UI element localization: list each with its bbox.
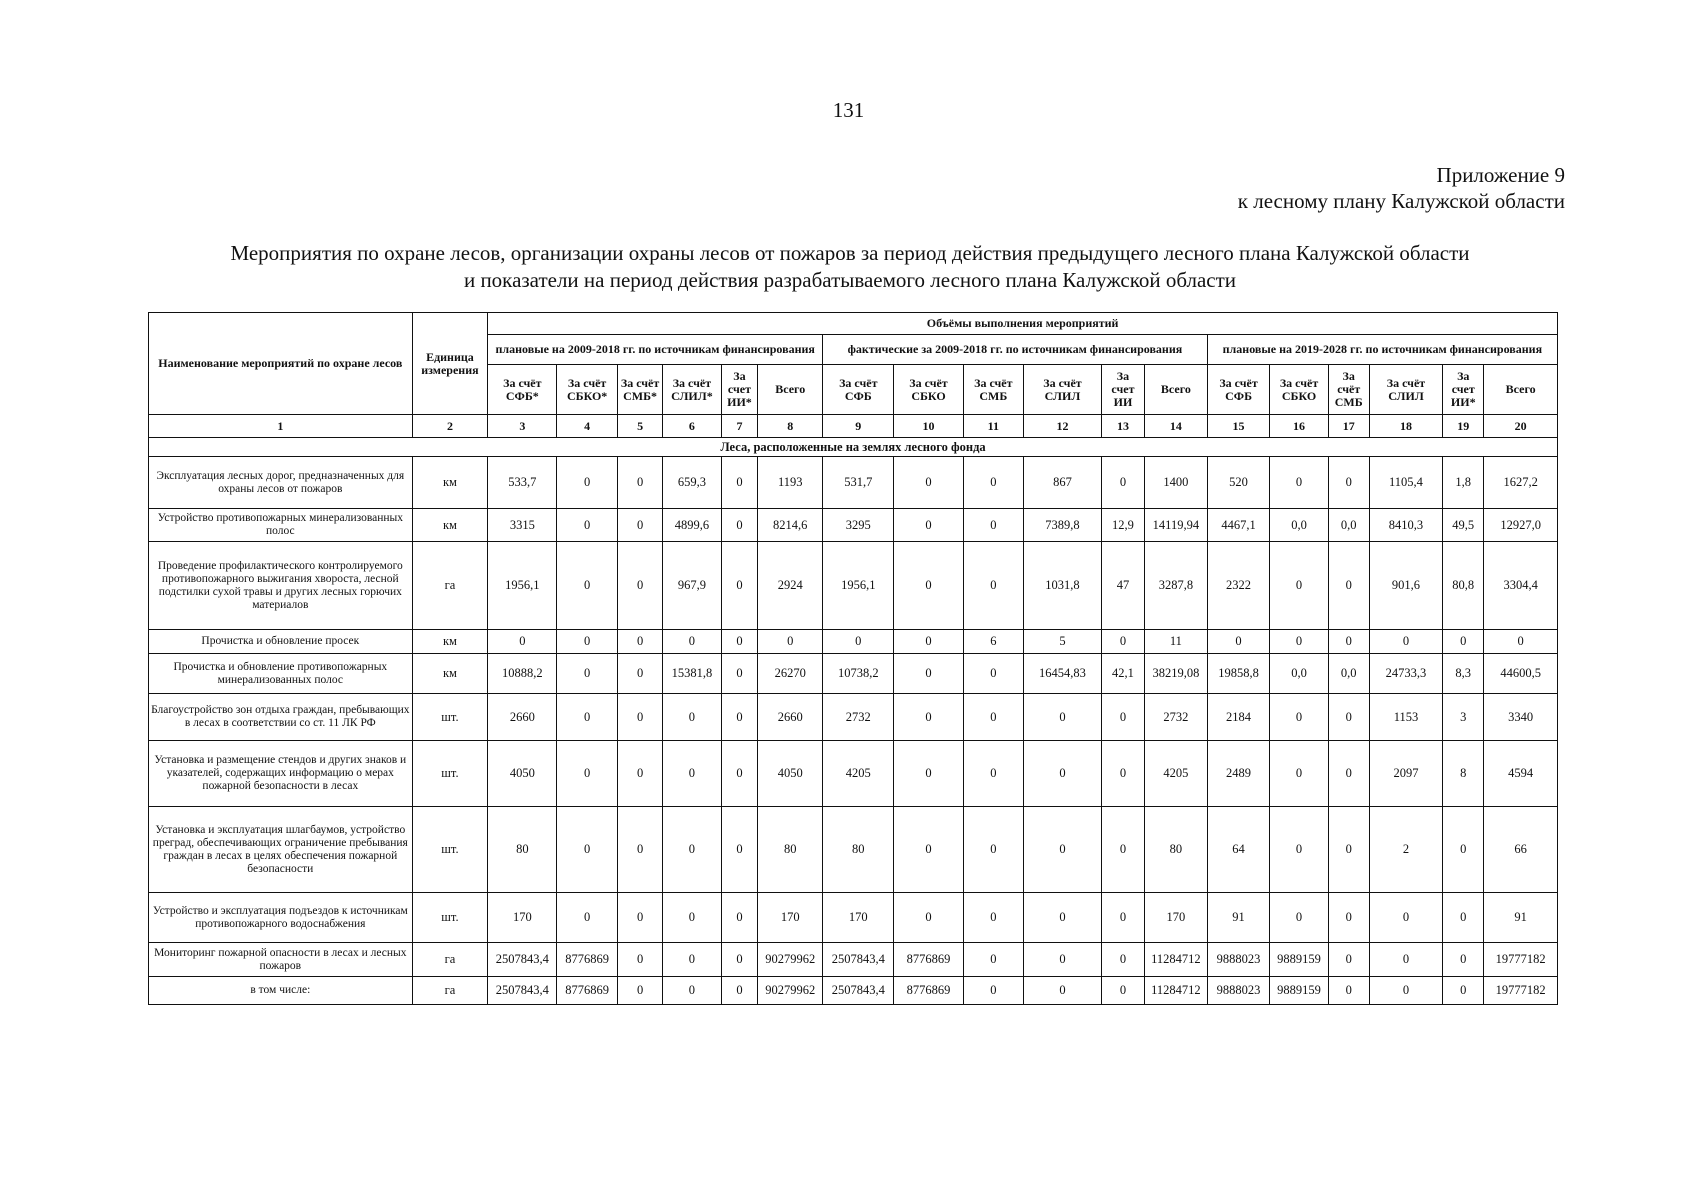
measure-unit: шт. bbox=[412, 741, 488, 807]
value-cell: 520 bbox=[1207, 457, 1270, 509]
value-cell: 1,8 bbox=[1443, 457, 1484, 509]
value-cell: 0 bbox=[1101, 630, 1144, 654]
value-cell: 2184 bbox=[1207, 694, 1270, 741]
value-cell: 8776869 bbox=[894, 943, 963, 977]
column-number: 7 bbox=[721, 415, 758, 438]
measure-name: Установка и размещение стендов и других знаков и указателей, содержащих информацию о мерах пожарной безопасности в лесах bbox=[149, 741, 413, 807]
value-cell: 4050 bbox=[488, 741, 557, 807]
value-cell: 0 bbox=[963, 542, 1024, 630]
section-title: Леса, расположенные на землях лесного фонда bbox=[149, 438, 1558, 457]
header-column-numbers bbox=[149, 415, 1558, 438]
measure-unit: га bbox=[412, 977, 488, 1005]
value-cell: 0 bbox=[1270, 457, 1328, 509]
measure-name: Эксплуатация лесных дорог, предназначенных для охраны лесов от пожаров bbox=[149, 457, 413, 509]
value-cell: 2924 bbox=[758, 542, 823, 630]
column-number: 19 bbox=[1443, 415, 1484, 438]
value-cell: 0 bbox=[721, 807, 758, 893]
value-cell: 0 bbox=[721, 977, 758, 1005]
table-row bbox=[149, 542, 1558, 630]
value-cell: 3287,8 bbox=[1145, 542, 1208, 630]
value-cell: 0 bbox=[1369, 943, 1442, 977]
value-cell: 0 bbox=[1443, 630, 1484, 654]
value-cell: 90279962 bbox=[758, 977, 823, 1005]
value-cell: 2732 bbox=[823, 694, 894, 741]
value-cell: 3340 bbox=[1484, 694, 1558, 741]
header-name-column: Наименование мероприятий по охране лесов bbox=[149, 313, 413, 415]
value-cell: 80 bbox=[488, 807, 557, 893]
column-number: 15 bbox=[1207, 415, 1270, 438]
value-cell: 0 bbox=[1328, 807, 1369, 893]
value-cell: 10888,2 bbox=[488, 654, 557, 694]
value-cell: 0 bbox=[617, 807, 662, 893]
value-cell: 0 bbox=[557, 509, 618, 542]
value-cell: 0 bbox=[1369, 977, 1442, 1005]
value-cell: 0 bbox=[758, 630, 823, 654]
header-volumes: Объёмы выполнения мероприятий bbox=[488, 313, 1558, 335]
value-cell: 0 bbox=[894, 457, 963, 509]
column-number: 14 bbox=[1145, 415, 1208, 438]
value-cell: 12,9 bbox=[1101, 509, 1144, 542]
header-group-actual-2009: фактические за 2009-2018 гг. по источникам финансирования bbox=[823, 335, 1208, 365]
value-cell: 0 bbox=[963, 943, 1024, 977]
value-cell: 0 bbox=[1024, 943, 1102, 977]
value-cell: 0 bbox=[663, 977, 721, 1005]
value-cell: 2507843,4 bbox=[823, 977, 894, 1005]
value-cell: 8776869 bbox=[557, 977, 618, 1005]
header-source-cell: Всего bbox=[1484, 365, 1558, 415]
value-cell: 3 bbox=[1443, 694, 1484, 741]
table-row bbox=[149, 509, 1558, 542]
value-cell: 0 bbox=[963, 509, 1024, 542]
value-cell: 0 bbox=[663, 694, 721, 741]
value-cell: 80,8 bbox=[1443, 542, 1484, 630]
value-cell: 10738,2 bbox=[823, 654, 894, 694]
value-cell: 0,0 bbox=[1270, 509, 1328, 542]
column-number: 6 bbox=[663, 415, 721, 438]
value-cell: 24733,3 bbox=[1369, 654, 1442, 694]
value-cell: 2732 bbox=[1145, 694, 1208, 741]
value-cell: 80 bbox=[1145, 807, 1208, 893]
measure-unit: км bbox=[412, 654, 488, 694]
column-number: 11 bbox=[963, 415, 1024, 438]
value-cell: 0 bbox=[1101, 694, 1144, 741]
value-cell: 4205 bbox=[823, 741, 894, 807]
header-unit-column: Единица измерения bbox=[412, 313, 488, 415]
value-cell: 0 bbox=[557, 694, 618, 741]
column-number: 13 bbox=[1101, 415, 1144, 438]
table-body bbox=[149, 438, 1558, 1005]
value-cell: 66 bbox=[1484, 807, 1558, 893]
value-cell: 0 bbox=[1101, 807, 1144, 893]
value-cell: 0 bbox=[1443, 977, 1484, 1005]
value-cell: 0 bbox=[1443, 943, 1484, 977]
value-cell: 0 bbox=[1484, 630, 1558, 654]
header-source-cell: За счёт СМБ* bbox=[617, 365, 662, 415]
column-number: 16 bbox=[1270, 415, 1328, 438]
value-cell: 2489 bbox=[1207, 741, 1270, 807]
value-cell: 0 bbox=[721, 654, 758, 694]
value-cell: 0 bbox=[1270, 893, 1328, 943]
value-cell: 531,7 bbox=[823, 457, 894, 509]
value-cell: 0 bbox=[963, 457, 1024, 509]
value-cell: 170 bbox=[758, 893, 823, 943]
column-number: 1 bbox=[149, 415, 413, 438]
value-cell: 0 bbox=[663, 807, 721, 893]
value-cell: 0 bbox=[1207, 630, 1270, 654]
value-cell: 0 bbox=[617, 943, 662, 977]
value-cell: 26270 bbox=[758, 654, 823, 694]
value-cell: 0 bbox=[617, 741, 662, 807]
value-cell: 8,3 bbox=[1443, 654, 1484, 694]
measure-unit: км bbox=[412, 630, 488, 654]
header-source-cell: За счёт СБКО bbox=[1270, 365, 1328, 415]
value-cell: 901,6 bbox=[1369, 542, 1442, 630]
header-source-cell: За счёт СФБ bbox=[823, 365, 894, 415]
value-cell: 1031,8 bbox=[1024, 542, 1102, 630]
column-number: 2 bbox=[412, 415, 488, 438]
value-cell: 0 bbox=[963, 893, 1024, 943]
value-cell: 967,9 bbox=[663, 542, 721, 630]
column-number: 18 bbox=[1369, 415, 1442, 438]
value-cell: 533,7 bbox=[488, 457, 557, 509]
value-cell: 0 bbox=[1328, 741, 1369, 807]
measure-unit: км bbox=[412, 509, 488, 542]
column-number: 12 bbox=[1024, 415, 1102, 438]
value-cell: 4205 bbox=[1145, 741, 1208, 807]
measure-name: Благоустройство зон отдыха граждан, пребывающих в лесах в соответствии со ст. 11 ЛК РФ bbox=[149, 694, 413, 741]
value-cell: 12927,0 bbox=[1484, 509, 1558, 542]
value-cell: 80 bbox=[758, 807, 823, 893]
value-cell: 0 bbox=[617, 630, 662, 654]
table-row bbox=[149, 694, 1558, 741]
value-cell: 0 bbox=[1270, 694, 1328, 741]
value-cell: 8410,3 bbox=[1369, 509, 1442, 542]
value-cell: 0 bbox=[963, 654, 1024, 694]
value-cell: 0 bbox=[721, 943, 758, 977]
value-cell: 80 bbox=[823, 807, 894, 893]
value-cell: 0 bbox=[721, 694, 758, 741]
value-cell: 0 bbox=[823, 630, 894, 654]
value-cell: 0 bbox=[617, 893, 662, 943]
table-row bbox=[149, 630, 1558, 654]
value-cell: 0 bbox=[663, 943, 721, 977]
value-cell: 0 bbox=[1369, 630, 1442, 654]
value-cell: 11284712 bbox=[1145, 943, 1208, 977]
value-cell: 0 bbox=[1443, 893, 1484, 943]
value-cell: 0 bbox=[1101, 457, 1144, 509]
table-row bbox=[149, 943, 1558, 977]
value-cell: 0 bbox=[1270, 542, 1328, 630]
value-cell: 0 bbox=[1101, 893, 1144, 943]
value-cell: 0,0 bbox=[1328, 654, 1369, 694]
value-cell: 0 bbox=[1024, 741, 1102, 807]
value-cell: 8214,6 bbox=[758, 509, 823, 542]
value-cell: 0 bbox=[617, 694, 662, 741]
header-source-cell: За счёт СЛИЛ bbox=[1024, 365, 1102, 415]
measure-name: Мониторинг пожарной опасности в лесах и лесных пожаров bbox=[149, 943, 413, 977]
header-source-cell: За счёт СБКО bbox=[894, 365, 963, 415]
value-cell: 0 bbox=[1328, 977, 1369, 1005]
value-cell: 0 bbox=[963, 741, 1024, 807]
value-cell: 0 bbox=[617, 457, 662, 509]
value-cell: 170 bbox=[1145, 893, 1208, 943]
value-cell: 0 bbox=[617, 542, 662, 630]
measure-unit: шт. bbox=[412, 694, 488, 741]
table-row bbox=[149, 741, 1558, 807]
header-source-cell: Всего bbox=[1145, 365, 1208, 415]
value-cell: 0 bbox=[1443, 807, 1484, 893]
value-cell: 0 bbox=[617, 509, 662, 542]
value-cell: 1105,4 bbox=[1369, 457, 1442, 509]
appendix-line-1: Приложение 9 bbox=[1436, 163, 1565, 187]
value-cell: 2507843,4 bbox=[823, 943, 894, 977]
measure-name: Прочистка и обновление просек bbox=[149, 630, 413, 654]
value-cell: 9889159 bbox=[1270, 977, 1328, 1005]
value-cell: 0 bbox=[1270, 807, 1328, 893]
value-cell: 0 bbox=[1101, 741, 1144, 807]
header-source-cell: За счёт СЛИЛ* bbox=[663, 365, 721, 415]
header-source-cell: За счёт СЛИЛ bbox=[1369, 365, 1442, 415]
table-row bbox=[149, 893, 1558, 943]
value-cell: 0 bbox=[1024, 807, 1102, 893]
measure-unit: га bbox=[412, 943, 488, 977]
value-cell: 7389,8 bbox=[1024, 509, 1102, 542]
value-cell: 0 bbox=[1024, 893, 1102, 943]
value-cell: 0 bbox=[1328, 694, 1369, 741]
value-cell: 0,0 bbox=[1270, 654, 1328, 694]
appendix-line-2: к лесному плану Калужской области bbox=[1237, 189, 1565, 213]
column-number: 3 bbox=[488, 415, 557, 438]
header-source-cell: Всего bbox=[758, 365, 823, 415]
value-cell: 0 bbox=[894, 694, 963, 741]
value-cell: 0 bbox=[721, 741, 758, 807]
value-cell: 0 bbox=[1024, 694, 1102, 741]
value-cell: 9888023 bbox=[1207, 977, 1270, 1005]
column-number: 8 bbox=[758, 415, 823, 438]
header-source-cell: За счет ИИ* bbox=[721, 365, 758, 415]
value-cell: 0 bbox=[1328, 542, 1369, 630]
value-cell: 47 bbox=[1101, 542, 1144, 630]
value-cell: 0 bbox=[617, 977, 662, 1005]
table-row bbox=[149, 654, 1558, 694]
column-number: 10 bbox=[894, 415, 963, 438]
table-row bbox=[149, 457, 1558, 509]
table-row bbox=[149, 807, 1558, 893]
value-cell: 8776869 bbox=[894, 977, 963, 1005]
column-number: 5 bbox=[617, 415, 662, 438]
value-cell: 42,1 bbox=[1101, 654, 1144, 694]
measure-unit: шт. bbox=[412, 807, 488, 893]
value-cell: 0 bbox=[894, 630, 963, 654]
value-cell: 0 bbox=[963, 807, 1024, 893]
value-cell: 0 bbox=[557, 457, 618, 509]
value-cell: 38219,08 bbox=[1145, 654, 1208, 694]
value-cell: 19777182 bbox=[1484, 977, 1558, 1005]
title-line-2: и показатели на период действия разрабатываемого лесного плана Калужской области bbox=[463, 268, 1237, 292]
header-group-planned-2009: плановые на 2009-2018 гг. по источникам финансирования bbox=[488, 335, 823, 365]
value-cell: 19777182 bbox=[1484, 943, 1558, 977]
value-cell: 90279962 bbox=[758, 943, 823, 977]
value-cell: 0 bbox=[721, 893, 758, 943]
value-cell: 91 bbox=[1207, 893, 1270, 943]
value-cell: 0 bbox=[1328, 943, 1369, 977]
measure-unit: га bbox=[412, 542, 488, 630]
value-cell: 0 bbox=[963, 977, 1024, 1005]
value-cell: 16454,83 bbox=[1024, 654, 1102, 694]
value-cell: 5 bbox=[1024, 630, 1102, 654]
value-cell: 44600,5 bbox=[1484, 654, 1558, 694]
measure-name: в том числе: bbox=[149, 977, 413, 1005]
value-cell: 4050 bbox=[758, 741, 823, 807]
value-cell: 170 bbox=[488, 893, 557, 943]
table-header bbox=[149, 313, 1558, 438]
value-cell: 4594 bbox=[1484, 741, 1558, 807]
measure-name: Прочистка и обновление противопожарных минерализованных полос bbox=[149, 654, 413, 694]
value-cell: 0 bbox=[1101, 943, 1144, 977]
value-cell: 19858,8 bbox=[1207, 654, 1270, 694]
value-cell: 15381,8 bbox=[663, 654, 721, 694]
value-cell: 2507843,4 bbox=[488, 943, 557, 977]
measure-name: Устройство противопожарных минерализованных полос bbox=[149, 509, 413, 542]
value-cell: 9889159 bbox=[1270, 943, 1328, 977]
value-cell: 0 bbox=[1101, 977, 1144, 1005]
value-cell: 0 bbox=[557, 893, 618, 943]
value-cell: 659,3 bbox=[663, 457, 721, 509]
value-cell: 3315 bbox=[488, 509, 557, 542]
value-cell: 0 bbox=[1369, 893, 1442, 943]
header-group-planned-2019: плановые на 2019-2028 гг. по источникам финансирования bbox=[1207, 335, 1557, 365]
value-cell: 170 bbox=[823, 893, 894, 943]
value-cell: 0 bbox=[557, 741, 618, 807]
value-cell: 2097 bbox=[1369, 741, 1442, 807]
header-source-cell: За счет ИИ bbox=[1101, 365, 1144, 415]
value-cell: 2507843,4 bbox=[488, 977, 557, 1005]
value-cell: 0 bbox=[557, 807, 618, 893]
value-cell: 1627,2 bbox=[1484, 457, 1558, 509]
value-cell: 0 bbox=[1328, 630, 1369, 654]
value-cell: 1400 bbox=[1145, 457, 1208, 509]
value-cell: 3295 bbox=[823, 509, 894, 542]
value-cell: 9888023 bbox=[1207, 943, 1270, 977]
value-cell: 0 bbox=[1328, 457, 1369, 509]
value-cell: 6 bbox=[963, 630, 1024, 654]
column-number: 17 bbox=[1328, 415, 1369, 438]
value-cell: 0 bbox=[721, 542, 758, 630]
value-cell: 0 bbox=[1270, 630, 1328, 654]
value-cell: 0 bbox=[894, 807, 963, 893]
value-cell: 0 bbox=[894, 509, 963, 542]
value-cell: 8 bbox=[1443, 741, 1484, 807]
value-cell: 0 bbox=[721, 509, 758, 542]
value-cell: 91 bbox=[1484, 893, 1558, 943]
value-cell: 0 bbox=[557, 630, 618, 654]
value-cell: 0 bbox=[721, 630, 758, 654]
value-cell: 0 bbox=[488, 630, 557, 654]
value-cell: 0 bbox=[617, 654, 662, 694]
header-source-cell: За счёт СБКО* bbox=[557, 365, 618, 415]
value-cell: 0 bbox=[894, 893, 963, 943]
value-cell: 0 bbox=[1024, 977, 1102, 1005]
header-source-cell: За счёт СФБ bbox=[1207, 365, 1270, 415]
value-cell: 0 bbox=[557, 542, 618, 630]
header-source-cell: За счёт СМБ bbox=[963, 365, 1024, 415]
value-cell: 867 bbox=[1024, 457, 1102, 509]
value-cell: 8776869 bbox=[557, 943, 618, 977]
value-cell: 2322 bbox=[1207, 542, 1270, 630]
value-cell: 14119,94 bbox=[1145, 509, 1208, 542]
column-number: 9 bbox=[823, 415, 894, 438]
value-cell: 3304,4 bbox=[1484, 542, 1558, 630]
value-cell: 0 bbox=[894, 654, 963, 694]
title-line-1: Мероприятия по охране лесов, организации охраны лесов от пожаров за период действия предыдущего лесного плана Калужской области bbox=[230, 241, 1470, 265]
measures-table-container bbox=[148, 312, 1558, 1005]
value-cell: 0,0 bbox=[1328, 509, 1369, 542]
measure-name: Установка и эксплуатация шлагбаумов, устройство преград, обеспечивающих ограничение пребывания граждан в лесах в целях обеспечения пожарной безопасности bbox=[149, 807, 413, 893]
measure-unit: шт. bbox=[412, 893, 488, 943]
value-cell: 1153 bbox=[1369, 694, 1442, 741]
page-number: 131 bbox=[832, 98, 865, 122]
measure-name: Устройство и эксплуатация подъездов к источникам противопожарного водоснабжения bbox=[149, 893, 413, 943]
value-cell: 2660 bbox=[758, 694, 823, 741]
value-cell: 0 bbox=[1270, 741, 1328, 807]
value-cell: 0 bbox=[663, 630, 721, 654]
measure-unit: км bbox=[412, 457, 488, 509]
header-source-cell: За счет ИИ* bbox=[1443, 365, 1484, 415]
value-cell: 2 bbox=[1369, 807, 1442, 893]
column-number: 4 bbox=[557, 415, 618, 438]
value-cell: 1956,1 bbox=[823, 542, 894, 630]
header-source-cell: За счёт СМБ bbox=[1328, 365, 1369, 415]
document-title bbox=[140, 240, 1560, 294]
value-cell: 49,5 bbox=[1443, 509, 1484, 542]
value-cell: 1956,1 bbox=[488, 542, 557, 630]
value-cell: 0 bbox=[663, 893, 721, 943]
value-cell: 0 bbox=[1328, 893, 1369, 943]
value-cell: 0 bbox=[721, 457, 758, 509]
column-number: 20 bbox=[1484, 415, 1558, 438]
value-cell: 11 bbox=[1145, 630, 1208, 654]
measure-name: Проведение профилактического контролируемого противопожарного выжигания хвороста, лесной подстилки сухой травы и других лесных горючих материалов bbox=[149, 542, 413, 630]
value-cell: 64 bbox=[1207, 807, 1270, 893]
value-cell: 0 bbox=[894, 741, 963, 807]
value-cell: 0 bbox=[894, 542, 963, 630]
value-cell: 2660 bbox=[488, 694, 557, 741]
value-cell: 4467,1 bbox=[1207, 509, 1270, 542]
value-cell: 1193 bbox=[758, 457, 823, 509]
table-row bbox=[149, 977, 1558, 1005]
value-cell: 0 bbox=[557, 654, 618, 694]
appendix-note bbox=[1238, 162, 1565, 214]
header-source-cell: За счёт СФБ* bbox=[488, 365, 557, 415]
value-cell: 0 bbox=[663, 741, 721, 807]
measures-table bbox=[148, 312, 1558, 1005]
value-cell: 0 bbox=[963, 694, 1024, 741]
value-cell: 11284712 bbox=[1145, 977, 1208, 1005]
value-cell: 4899,6 bbox=[663, 509, 721, 542]
